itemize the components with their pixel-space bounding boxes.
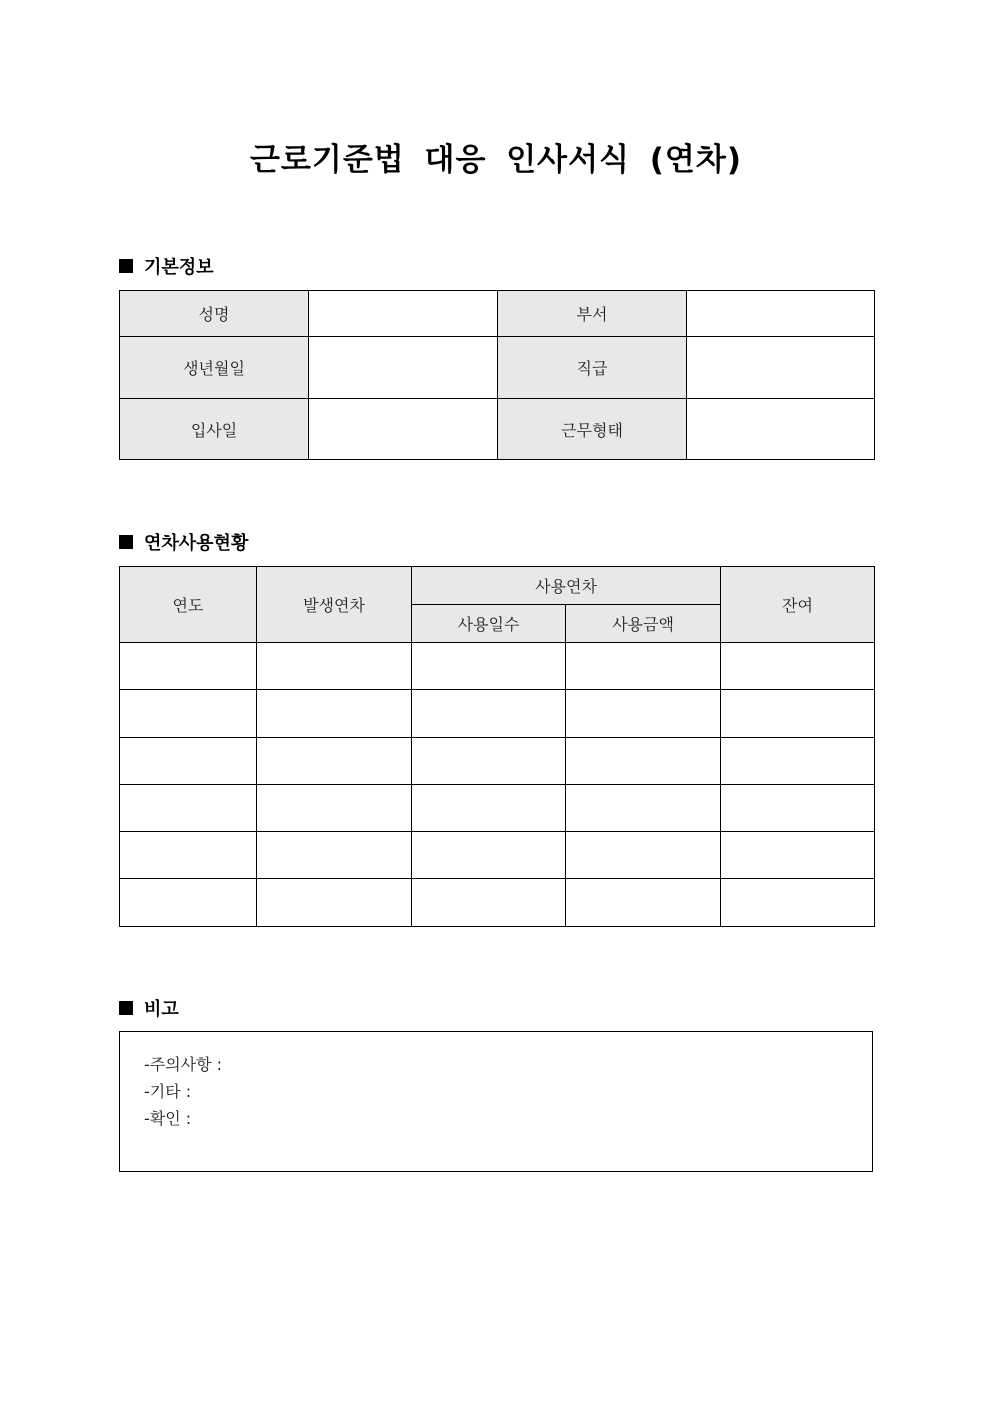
basic-info-table — [119, 290, 875, 460]
cell-used-amount[interactable] — [566, 785, 721, 832]
cell-used-days[interactable] — [412, 690, 566, 738]
section-heading-leave-usage — [119, 529, 248, 555]
cell-used-days[interactable] — [412, 832, 566, 879]
cell-remaining[interactable] — [721, 643, 875, 690]
section-heading-label: 연차사용현황 — [144, 533, 249, 554]
cell-used-amount[interactable] — [566, 738, 721, 785]
column-header-year: 연도 — [120, 567, 257, 643]
section-heading-label: 기본정보 — [144, 257, 214, 278]
cell-remaining[interactable] — [721, 738, 875, 785]
cell-year[interactable] — [120, 690, 257, 738]
cell-accrued[interactable] — [257, 738, 412, 785]
square-bullet-icon — [119, 535, 133, 549]
cell-used-amount[interactable] — [566, 690, 721, 738]
cell-year[interactable] — [120, 738, 257, 785]
cell-accrued[interactable] — [257, 785, 412, 832]
column-header-remaining: 잔여 — [721, 567, 875, 643]
label-position: 직급 — [498, 337, 687, 399]
label-hire-date: 입사일 — [120, 399, 309, 460]
column-header-used-days: 사용일수 — [412, 605, 566, 643]
cell-accrued[interactable] — [257, 832, 412, 879]
cell-year[interactable] — [120, 832, 257, 879]
cell-year[interactable] — [120, 879, 257, 927]
employment-type-field[interactable] — [687, 399, 875, 460]
remarks-line-confirm: -확인 : — [144, 1109, 192, 1128]
cell-used-days[interactable] — [412, 879, 566, 927]
cell-used-days[interactable] — [412, 785, 566, 832]
label-employment-type: 근무형태 — [498, 399, 687, 460]
section-heading-basic-info — [119, 253, 214, 279]
cell-used-amount[interactable] — [566, 832, 721, 879]
remarks-line-caution: -주의사항 : — [144, 1055, 223, 1074]
remarks-line-other: -기타 : — [144, 1082, 192, 1101]
leave-usage-table — [119, 566, 875, 927]
cell-accrued[interactable] — [257, 690, 412, 738]
table-row — [120, 738, 875, 785]
column-header-used-group: 사용연차 — [412, 567, 721, 605]
cell-remaining[interactable] — [721, 690, 875, 738]
department-field[interactable] — [687, 291, 875, 337]
table-row — [120, 399, 875, 460]
table-row — [120, 832, 875, 879]
birthdate-field[interactable] — [309, 337, 498, 399]
column-header-accrued: 발생연차 — [257, 567, 412, 643]
label-department: 부서 — [498, 291, 687, 337]
column-header-used-amount: 사용금액 — [566, 605, 721, 643]
cell-year[interactable] — [120, 643, 257, 690]
square-bullet-icon — [119, 259, 133, 273]
section-heading-label: 비고 — [144, 999, 179, 1020]
table-row — [120, 879, 875, 927]
square-bullet-icon — [119, 1001, 133, 1015]
hire-date-field[interactable] — [309, 399, 498, 460]
remarks-box[interactable] — [119, 1031, 873, 1172]
cell-used-days[interactable] — [412, 643, 566, 690]
table-row — [120, 291, 875, 337]
cell-remaining[interactable] — [721, 785, 875, 832]
section-heading-remarks — [119, 995, 179, 1021]
position-field[interactable] — [687, 337, 875, 399]
cell-used-amount[interactable] — [566, 879, 721, 927]
cell-year[interactable] — [120, 785, 257, 832]
table-row — [120, 785, 875, 832]
cell-remaining[interactable] — [721, 832, 875, 879]
cell-used-amount[interactable] — [566, 643, 721, 690]
page-title: 근로기준법 대응 인사서식 (연차) — [249, 142, 742, 178]
label-birthdate: 생년월일 — [120, 337, 309, 399]
table-row — [120, 337, 875, 399]
table-header-row — [120, 567, 875, 605]
cell-accrued[interactable] — [257, 643, 412, 690]
cell-remaining[interactable] — [721, 879, 875, 927]
label-name: 성명 — [120, 291, 309, 337]
cell-used-days[interactable] — [412, 738, 566, 785]
table-row — [120, 690, 875, 738]
cell-accrued[interactable] — [257, 879, 412, 927]
table-row — [120, 643, 875, 690]
name-field[interactable] — [309, 291, 498, 337]
